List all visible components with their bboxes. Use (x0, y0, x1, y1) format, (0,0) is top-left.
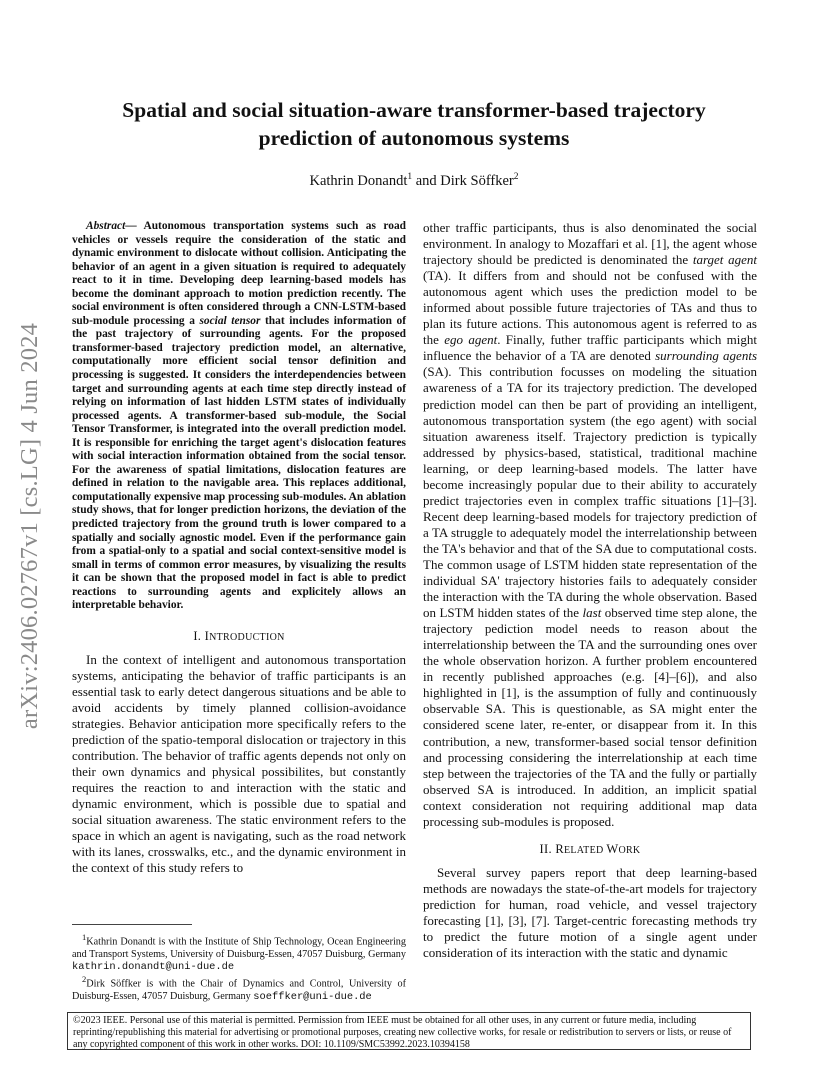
introduction-paragraph: In the context of intelligent and autonomous transportation systems, anticipating the behavior of traffic participants is an essential task to early detect dangerous situations and be able to avoid accidents by timely planned collision-avoidance strategies. Behavior anticipation more specifically refers to the prediction of the spatio-temporal dislocation or trajectory in this contribution. The behavior of traffic agents depends not only on their own dynamics and physical possibilites, but constantly requires the reaction to and interaction with the static and dynamic environment, which is possible due to spatial and social situation awareness. The static environment refers to the space in which an agent is navigating, such as the road network with its lanes, crosswalks, etc., and the dynamic environment in the context of this study refers to (72, 651, 406, 876)
paper-title: Spatial and social situation-aware transformer-based trajectory prediction of autonomous systems (122, 98, 706, 150)
author-line (0, 172, 828, 190)
email-2[interactable]: soeffker@uni-due.de (253, 990, 372, 1003)
email-1[interactable]: kathrin.donandt@uni-due.de (72, 960, 235, 973)
abstract-text-2: that includes information of the past trajectory of surrounding agents. For the proposed transformer-based trajectory prediction model, an alternative, computationally more efficient social tensor definition and processing is suggested. It considers the interdependencies between target and surrounding agents at each time step directly instead of relying on information of last hidden LSTM states of individually processed agents. A transformer-based sub-module, the Social Tensor Transformer, is integrated into the overall prediction model. It is responsible for enriching the target agent's dislocation features with social interaction information obtained from the social tensor. For the awareness of spatial limitations, dislocation features are defined in relation to the navigable area. This replaces additional, computationally expensive map processing sub-modules. An ablation study shows, that for longer prediction horizons, the deviation of the predicted trajectory from the ground truth is lower compared to a spatially and socially agnostic model. Even if the performance gain from a spatial-only to a spatial and social context-sensitive model is small in terms of common error measures, by visualizing the results it can be shown that the proposed model in fact is able to predict reactions to surrounding agents and explicitely allows an interpretable behavior. (72, 314, 406, 612)
abstract-text-1: — Autonomous transportation systems such as road vehicles or vessels require the consideration of the static and dynamic environment to dislocate without collision. Anticipating the behavior of an agent in a given situation is required to adequately react to it in time. Developing deep learning-based models has become the dominant approach to motion prediction recently. The social environment is often considered through a CNN-LSTM-based sub-module processing a (72, 220, 406, 327)
footnote-1: $^1$Kathrin Donandt is with the Institute of Ship Technology, Ocean Engineering and Transport Systems, University of Duisburg-Essen, 47057 Duisburg, Germany kathrin.donandt@uni-due.de (72, 932, 406, 973)
author-2: Dirk Söffker (440, 172, 514, 189)
left-column (72, 220, 406, 877)
author-1-affil: 1 (407, 172, 413, 182)
related-work-paragraph: Several survey papers report that deep learning-based methods are nowadays the state-of-the-art models for trajectory prediction for human, road vehicle, and vessel trajectory forecasting [1], [3], [7]. Target-centric forecasting methods try to predict the future motion of a single agent under consideration of its interaction with the static and dynamic (423, 864, 757, 961)
footnote-rule (72, 924, 192, 925)
right-column (423, 220, 757, 961)
section-heading-introduction: I. INTRODUCTION (193, 628, 285, 643)
copyright-notice: ©2023 IEEE. Personal use of this material is permitted. Permission from IEEE must be obtained for all other uses, in any current or future media, including reprinting/republishing this material for advertising or promotional purposes, creating new collective works, for resale or redistribution to servers or lists, or reuse of any copyrighted component of this work in other works. DOI: 10.1109/SMC53992.2023.10394158 (67, 1012, 751, 1050)
abstract-label: Abstract (86, 220, 126, 232)
author-1: Kathrin Donandt (309, 172, 408, 189)
abstract-emphasis: social tensor (199, 314, 261, 327)
footnote-2: $^2$Dirk Söffker is with the Chair of Dynamics and Control, University of Duisburg-Essen, 47057 Duisburg, Germany soeffker@uni-due.de (72, 974, 406, 1003)
arxiv-side-stamp (10, 296, 50, 756)
abstract (72, 220, 406, 613)
author-2-affil: 2 (513, 172, 519, 182)
footnotes (72, 931, 406, 1003)
intro-continued-paragraph: other traffic participants, thus is also denominated the social environment. In analogy to Mozaffari et al. [1], the agent whose trajectory should be predicted is denominated the target agent (TA). It differs from and should not be confused with the autonomous agent which uses the prediction model to be informed about possible future trajectories of TAs and thus to plan its future actions. This autonomous agent is referred to as the ego agent. Finally, futher traffic participants which might influence the behavior of a TA are denoted surrounding agents (SA). This contribution focusses on modeling the situation awareness of a TA for its trajectory prediction. The developed prediction model can then be part of providing an intelligent, autonomous transportation system (the ego agent) with social situation awareness itself. Trajectory prediction is typically addressed by physics-based, statistical, traditional machine learning, or deep learning-based models. The latter have become increasingly popular due to their ability to accurately predict trajectories even in complex traffic situations [1]–[3]. Recent deep learning-based models for trajectory prediction of a TA struggle to adequately model the interrelationship between the TA's behavior and that of the SA due to computational costs. The common usage of LSTM hidden state representation of the individual SA' trajectory histories fails to adequately consider the interaction with the TA during the whole observation. Based on LSTM hidden states of the last observed time step alone, the trajectory pediction model needs to reason about the interrelationship between the TA and the surrounding ones over the whole observation horizon. A further problem encountered in recently published approaches (e.g. [4]–[6]), and also highlighted in [1], is the assumption of fully and continuously observable SA. This is questionable, as SA might enter the considered scene later, re-enter, or disappear from it. In this contribution, a new, transformer-based social tensor definition and processing considering the interrelationship at each time step between the trajectories of the TA and the fully or partially observed SA is introduced. In addition, an implicit spatial context consideration not requiring additional map data processing sub-modules is proposed. (423, 220, 757, 829)
section-heading-related-work: II. RELATED WORK (539, 841, 641, 856)
arxiv-stamp-text: arXiv:2406.02767v1 [cs.LG] 4 Jun 2024 (16, 322, 43, 730)
author-conjunction: and (412, 172, 441, 189)
